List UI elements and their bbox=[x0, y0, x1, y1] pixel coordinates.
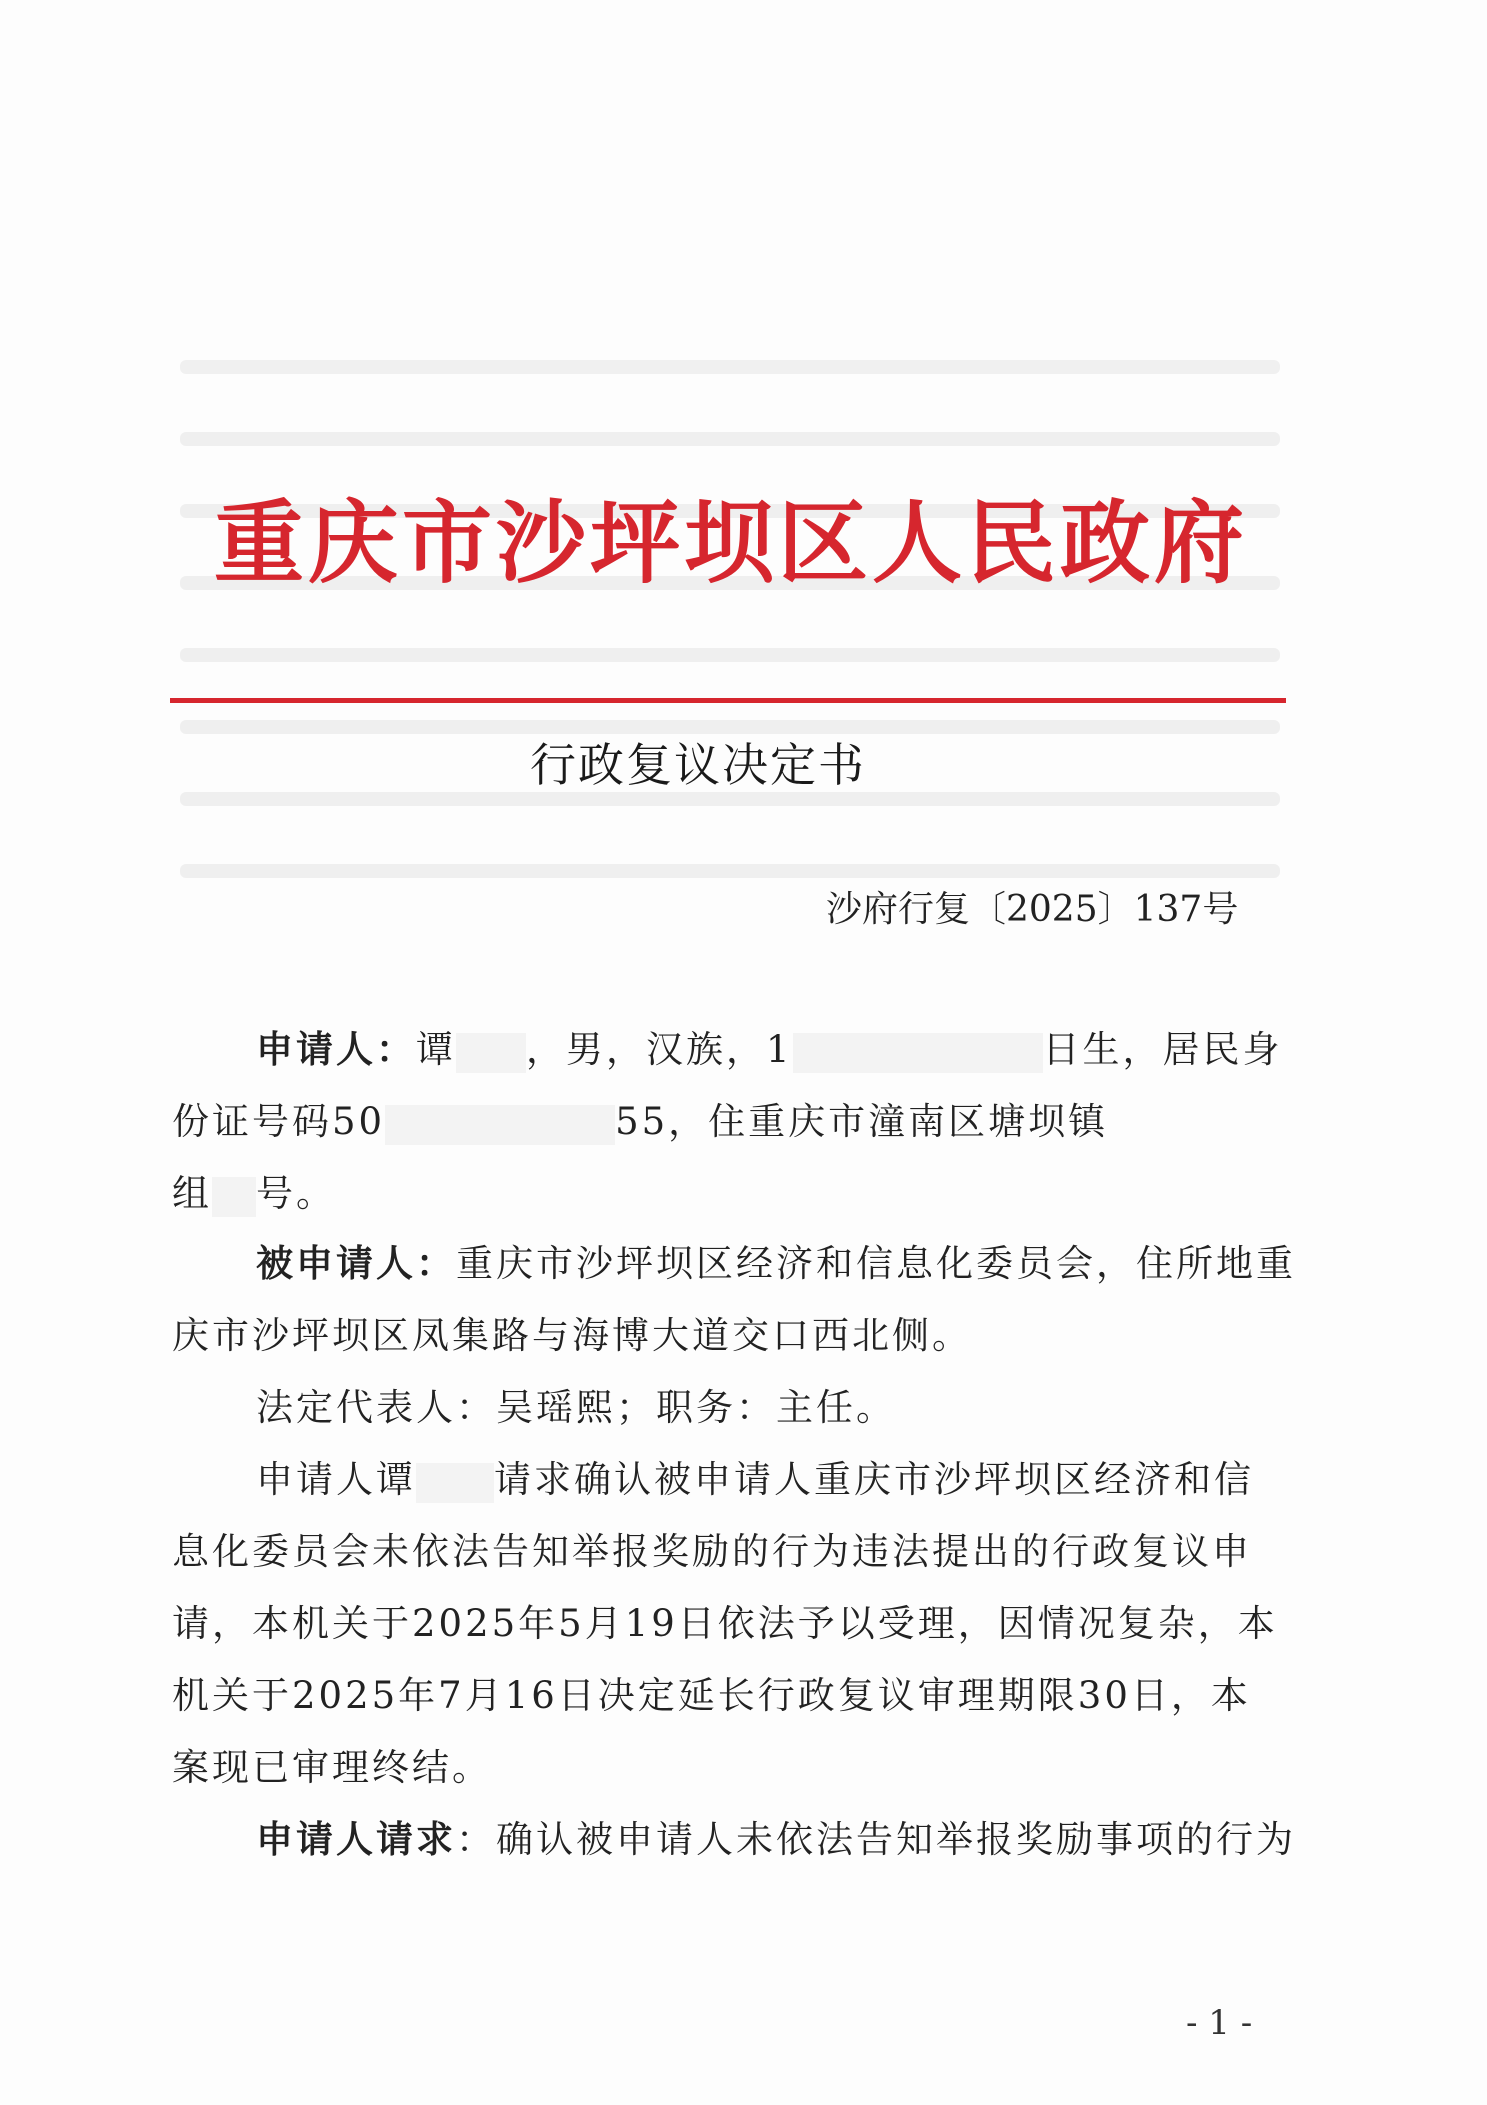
legal-rep-paragraph bbox=[172, 1372, 1278, 1444]
request-text: ：确认被申请人未依法告知举报奖励事项的行为 bbox=[456, 1818, 1296, 1861]
applicant-label: 申请人： bbox=[256, 1028, 416, 1071]
document-title: 行政复议决定书 bbox=[530, 738, 866, 792]
applicant-name: 谭 bbox=[416, 1028, 456, 1071]
request-paragraph bbox=[172, 1804, 1296, 1876]
body-line-4: 机关于2025年7月16日决定延长行政复议审理期限30日，本 bbox=[172, 1674, 1251, 1717]
applicant-address: 55，住重庆市潼南区塘坝镇 bbox=[615, 1100, 1109, 1143]
document-number: 沙府行复〔2025〕137号 bbox=[826, 889, 1239, 930]
request-label: 申请人请求 bbox=[256, 1818, 456, 1861]
page-number: - 1 - bbox=[1186, 2003, 1253, 2043]
body-line-5: 案现已审理终结。 bbox=[172, 1746, 492, 1789]
redaction-block bbox=[793, 1033, 1043, 1073]
body-line-1b: 请求确认被申请人重庆市沙坪坝区经济和信 bbox=[494, 1458, 1254, 1501]
body-line-2: 息化委员会未依法告知举报奖励的行为违法提出的行政复议申 bbox=[172, 1530, 1252, 1573]
applicant-address-number: 号。 bbox=[256, 1172, 336, 1215]
applicant-paragraph bbox=[172, 1014, 1283, 1230]
redaction-block bbox=[416, 1463, 494, 1503]
applicant-info-1: ，男，汉族，1 bbox=[526, 1028, 793, 1071]
respondent-line-2: 庆市沙坪坝区凤集路与海博大道交口西北侧。 bbox=[172, 1314, 972, 1357]
applicant-address-group: 组 bbox=[172, 1172, 212, 1215]
redaction-block bbox=[212, 1177, 256, 1217]
applicant-id-prefix: 份证号码50 bbox=[172, 1100, 386, 1143]
red-divider bbox=[170, 698, 1286, 703]
body-paragraph bbox=[172, 1444, 1278, 1804]
applicant-info-2: 日生，居民身 bbox=[1042, 1028, 1283, 1071]
respondent-paragraph bbox=[172, 1228, 1296, 1372]
respondent-line-1: 重庆市沙坪坝区经济和信息化委员会，住所地重 bbox=[456, 1242, 1296, 1285]
body-line-1a: 申请人谭 bbox=[256, 1458, 416, 1501]
respondent-label: 被申请人： bbox=[256, 1242, 456, 1285]
reverse-side-bleed bbox=[180, 360, 1280, 960]
legal-representative: 法定代表人：吴瑶熙；职务：主任。 bbox=[256, 1386, 896, 1429]
body-line-3: 请，本机关于2025年5月19日依法予以受理，因情况复杂，本 bbox=[172, 1602, 1278, 1645]
issuer-header: 重庆市沙坪坝区人民政府 bbox=[214, 490, 1248, 596]
redaction-block bbox=[456, 1033, 526, 1073]
redaction-block bbox=[385, 1105, 615, 1145]
